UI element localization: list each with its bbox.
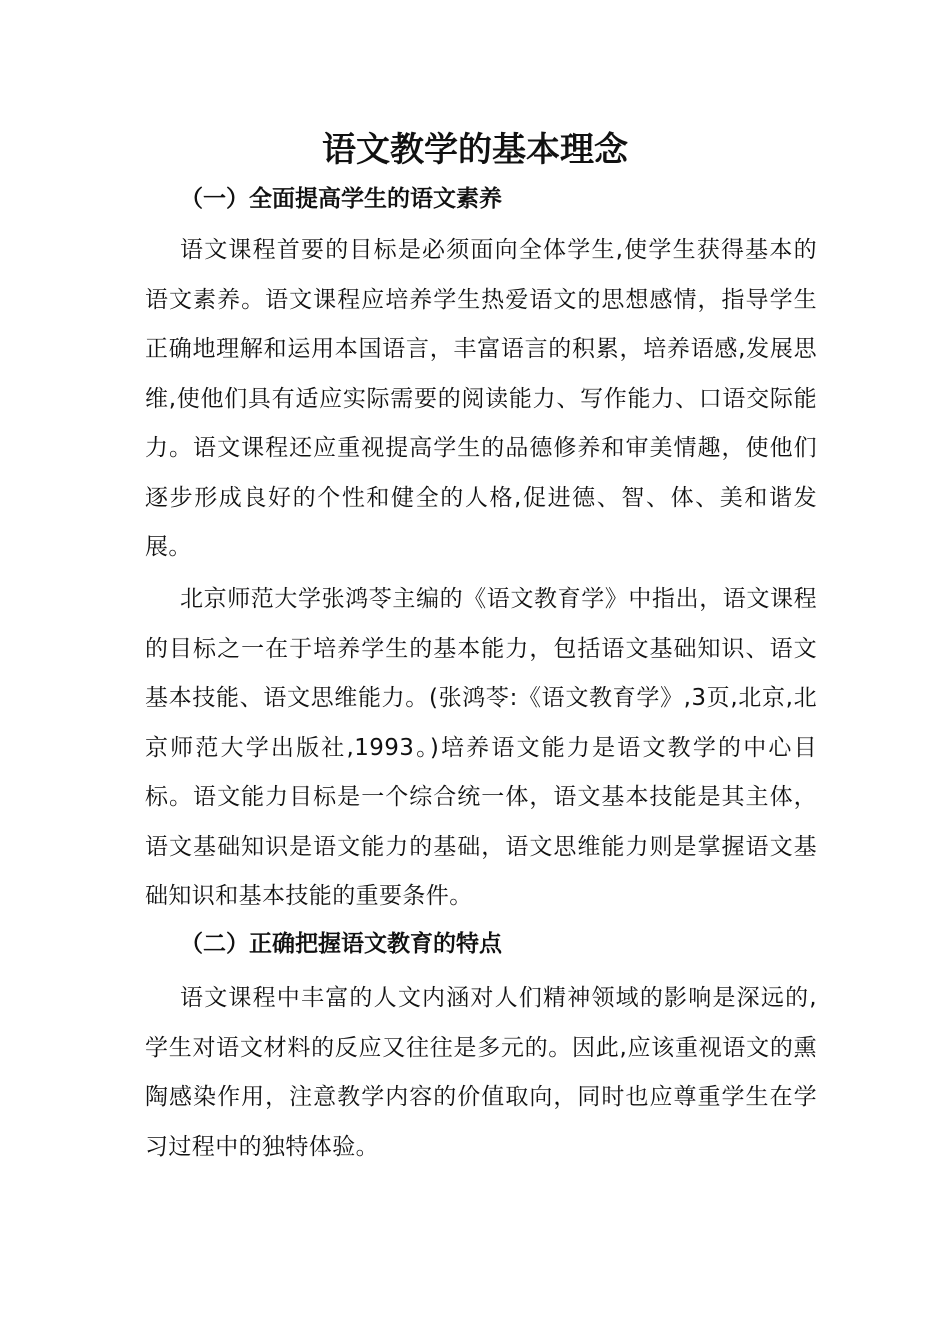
section-1-paragraph-2: 北京师范大学张鸿苓主编的《语文教育学》中指出，语文课程的目标之一在于培养学生的基本能力，包括语文基础知识、语文基本技能、语文思维能力。(张鸿苓:《语文教育学》,3页,北京,北京师范大学出版社,1993。)培养语文能力是语文教学的中心目标。语文能力目标是一个综合统一体，语文基本技能是其主体，语文基础知识是语文能力的基础，语文思维能力则是掌握语文基础知识和基本技能的重要条件。 (145, 586, 817, 909)
section-1-heading: （一）全面提高学生的语文素养 (180, 186, 502, 212)
section-2-heading: （二）正确把握语文教育的特点 (180, 931, 502, 957)
document-title: 语文教学的基本理念 (322, 130, 628, 170)
section-1-paragraph-1: 语文课程首要的目标是必须面向全体学生,使学生获得基本的语文素养。语文课程应培养学生热爱语文的思想感情，指导学生正确地理解和运用本国语言，丰富语言的积累，培养语感,发展思维,使他们具有适应实际需要的阅读能力、写作能力、口语交际能力。语文课程还应重视提高学生的品德修养和审美情趣，使他们逐步形成良好的个性和健全的人格,促进德、智、体、美和谐发展。 (145, 237, 817, 560)
section-2-paragraph-1: 语文课程中丰富的人文内涵对人们精神领域的影响是深远的,学生对语文材料的反应又往往是多元的。因此,应该重视语文的熏陶感染作用，注意教学内容的价值取向，同时也应尊重学生在学习过程中的独特体验。 (145, 985, 817, 1160)
